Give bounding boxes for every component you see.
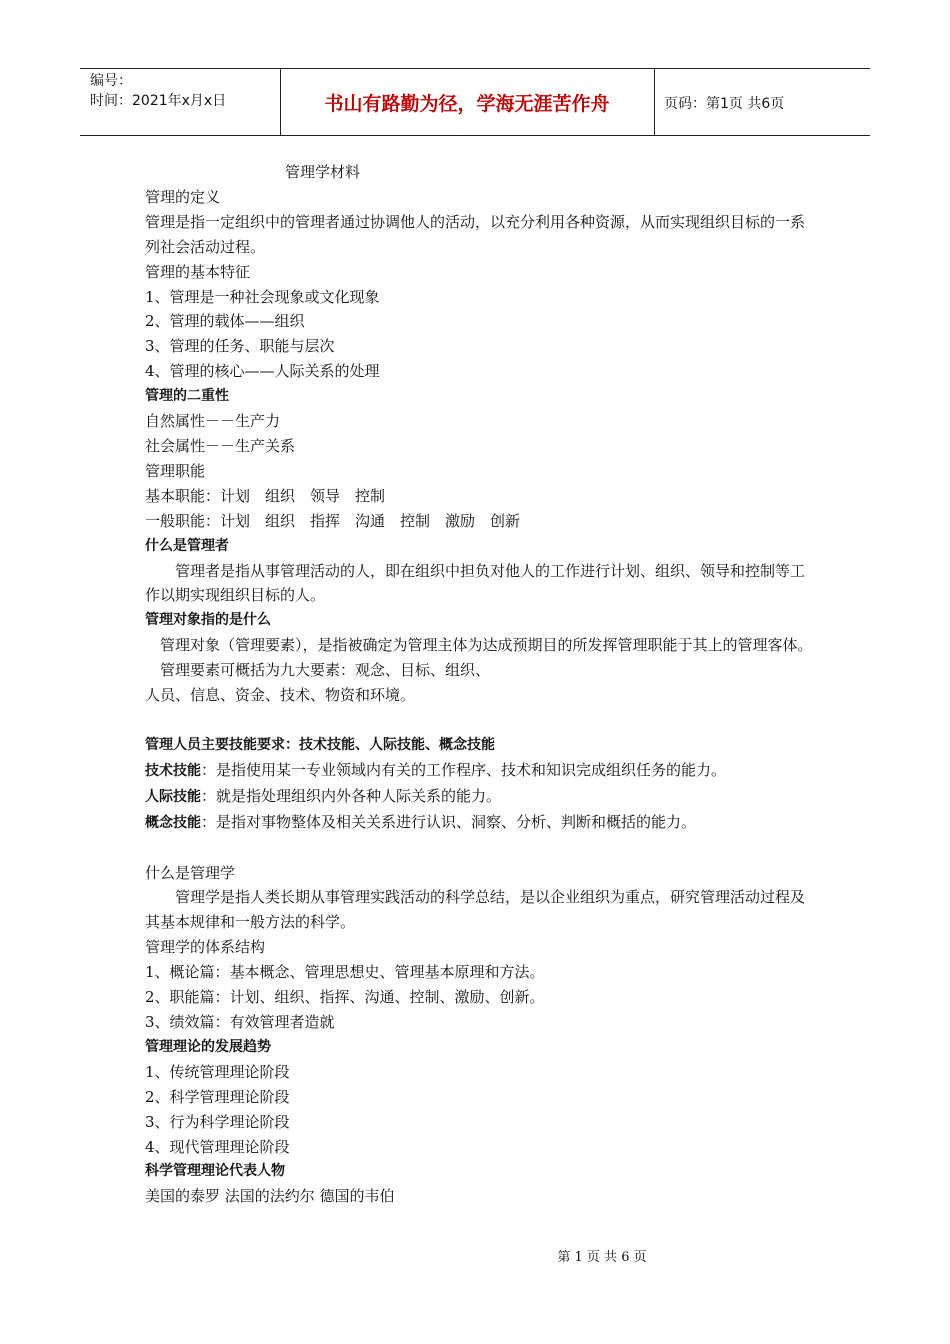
paragraph: 自然属性－－生产力 [145,412,281,431]
paragraph: 人员、信息、资金、技术、物资和环境。 [145,686,416,705]
paragraph: 管理是指一定组织中的管理者通过协调他人的活动，以充分利用各种资源，从而实现组织目标的一系列社会活动过程。 [145,212,806,256]
list-item: 4、现代管理理论阶段 [145,1137,290,1156]
paragraph: 管理学是指人类长期从事管理实践活动的科学总结，是以企业组织为重点，研究管理活动过程及其基本规律和一般方法的科学。 [145,888,806,932]
skill-line [145,784,815,810]
paragraph: 管理者是指从事管理活动的人，即在组织中担负对他人的工作进行计划、组织、领导和控制等工作以期实现组织目标的人。 [145,561,806,605]
bold-heading: 科学管理理论代表人物 [145,1163,285,1180]
skill-label: 概念技能 [145,814,201,831]
list-item: 1、管理是一种社会现象或文化现象 [145,287,380,306]
skill-label: 人际技能 [145,788,201,805]
paragraph: 美国的泰罗 法国的法约尔 德国的韦伯 [145,1187,395,1206]
list-item: 1、概论篇：基本概念、管理思想史、管理基本原理和方法。 [145,963,545,982]
section-heading: 管理学的体系结构 [145,938,266,957]
bold-heading: 什么是管理者 [145,537,229,554]
bold-heading: 管理人员主要技能要求：技术技能、人际技能、概念技能 [145,736,495,753]
spacer [145,708,815,733]
list-item: 2、管理的载体——组织 [145,312,305,331]
header-divider [654,69,655,135]
header-page-label: 页码：第1页 共6页 [664,96,785,112]
paragraph: 一般职能：计划 组织 指挥 沟通 控制 激励 创新 [145,511,521,530]
header-motto: 书山有路勤为径，学海无涯苦作舟 [324,93,610,115]
header-table [80,68,870,136]
list-item: 1、传统管理理论阶段 [145,1062,290,1081]
skill-line [145,810,815,836]
paragraph: 管理对象（管理要素），是指被确定为管理主体为达成预期目的所发挥管理职能于其上的管理客体。 [145,636,813,655]
list-item: 4、管理的核心——人际关系的处理 [145,362,380,381]
section-heading: 什么是管理学 [145,863,236,882]
section-heading: 管理的基本特征 [145,262,251,281]
header-meta [90,71,226,111]
list-item: 2、科学管理理论阶段 [145,1087,290,1106]
document-title: 管理学材料 [285,163,361,181]
skill-line [145,758,815,784]
number-label: 编号： [90,73,132,89]
list-item: 3、绩效篇：有效管理者造就 [145,1013,335,1031]
spacer [145,836,815,861]
document-body [145,160,815,1209]
paragraph: 基本职能：计划 组织 领导 控制 [145,486,386,505]
skill-label: 技术技能 [145,762,201,779]
list-item: 3、管理的任务、职能与层次 [145,337,335,356]
skill-text: ：是指对事物整体及相关关系进行认识、洞察、分析、判断和概括的能力。 [201,812,697,831]
bold-heading: 管理理论的发展趋势 [145,1038,271,1055]
section-heading: 管理的定义 [145,187,221,206]
skill-text: ：就是指处理组织内外各种人际关系的能力。 [201,786,502,805]
bold-heading: 管理的二重性 [145,388,229,405]
page-footer: 第 1 页 共 6 页 [557,1250,647,1265]
skill-text: ：是指使用某一专业领域内有关的工作程序、技术和知识完成组织任务的能力。 [201,760,727,779]
time-label: 时间：2021年x月x日 [90,93,227,109]
section-heading: 管理职能 [145,461,206,480]
bold-heading: 管理对象指的是什么 [145,612,271,629]
paragraph: 社会属性－－生产关系 [145,436,296,455]
list-item: 3、行为科学理论阶段 [145,1112,290,1131]
paragraph: 管理要素可概括为九大要素：观念、目标、组织、 [145,661,491,680]
list-item: 2、职能篇：计划、组织、指挥、沟通、控制、激励、创新。 [145,988,545,1007]
